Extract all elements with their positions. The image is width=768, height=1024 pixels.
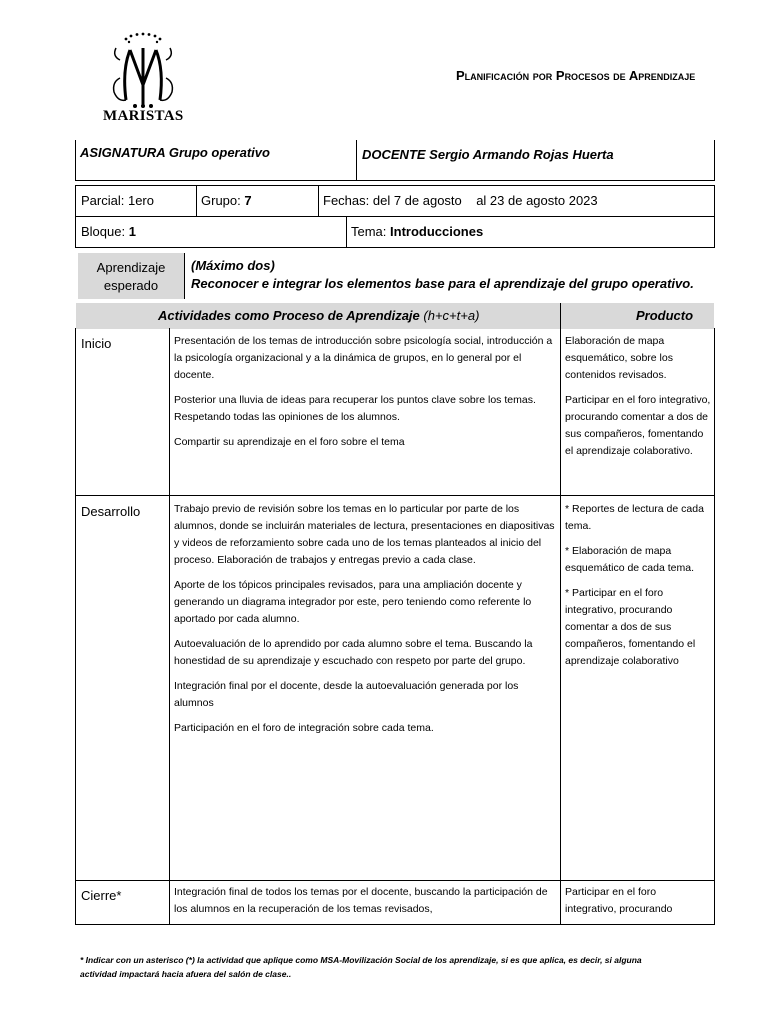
divider [76,880,714,881]
products-inicio [565,333,713,468]
aprendizaje-text [191,257,694,293]
aprendizaje-label [78,253,184,299]
activity-item: Presentación de los temas de introducción sobre psicología social, introducción a la psicología organizacional y a la dinámica de grupos, en lo general por el docente. [174,335,553,381]
product-item: * Participar en el foro integrativo, procurando comentar a dos de sus compañeros, fomentando el aprendizaje colaborativo [565,587,696,667]
activity-item: Autoevaluación de lo aprendido por cada alumno sobre el tema. Buscando la honestidad de su aprendizaje y escuchado con respeto por parte del grupo. [174,638,533,667]
activities-header-title: Actividades como Proceso de Aprendizaje [158,308,420,323]
parcial: Parcial: 1ero [81,193,154,208]
subject-teacher-header [75,140,715,181]
divider [560,303,561,329]
info-block [75,185,715,248]
divider [356,140,357,180]
activity-item: Compartir su aprendizaje en el foro sobre el tema [174,436,405,448]
product-item: Participar en el foro integrativo, procurando comentar a dos de sus compañeros, fomentando el aprendizaje colaborativo. [565,394,711,457]
activities-table [75,328,715,925]
activities-header [158,308,479,323]
divider [184,253,185,299]
activity-item: Integración final por el docente, desde la autoevaluación generada por los alumnos [174,680,519,709]
divider [196,186,197,216]
info-row-2 [76,217,714,247]
activity-item: Trabajo previo de revisión sobre los temas en lo particular por parte de los alumnos, donde se incluirán materiales de lectura, presentaciones en diapositivas y videos de reforzamiento sobre cada uno de los temas planteados al inicio del proceso. Elaboración de trabajos y entregas previo a cada clase. [174,503,555,566]
page-title: Planificación por Procesos de Aprendizaje [456,68,696,83]
activity-item: Posterior una lluvia de ideas para recuperar los puntos clave sobre los temas. Respetando todas las opiniones de los alumnos. [174,394,536,423]
fechas: Fechas: del 7 de agosto al 23 de agosto 2023 [323,193,598,208]
divider [169,328,170,924]
divider [560,328,561,924]
activities-inicio [174,333,556,459]
docente: DOCENTE Sergio Armando Rojas Huerta [362,147,614,162]
grupo-value: 7 [244,193,252,208]
logo-text: MARISTAS [103,108,184,124]
asignatura: ASIGNATURA Grupo operativo [80,145,270,160]
products-cierre [565,884,685,926]
activities-desarrollo [174,501,556,745]
divider [318,186,319,216]
tema-label: Tema: [351,224,391,239]
bloque-value: 1 [128,224,136,239]
info-row-1 [76,186,714,217]
product-header: Producto [636,308,694,323]
product-item: Participar en el foro integrativo, procurando [565,886,673,915]
tema [351,224,483,239]
product-item: Elaboración de mapa esquemático, sobre los contenidos revisados. [565,335,673,381]
aprendizaje-label-line2: esperado [103,278,159,293]
bloque-label: Bloque: [81,224,129,239]
activities-header-hint: (h+c+t+a) [423,308,480,323]
stage-inicio: Inicio [81,336,112,351]
activity-item: Participación en el foro de integración sobre cada tema. [174,722,434,734]
aprendizaje-line1: (Máximo dos) [191,258,275,273]
activity-item: Integración final de todos los temas por el docente, buscando la participación de los alumnos en la recuperación de los temas revisados, [174,886,548,915]
activity-item: Aporte de los tópicos principales revisados, para una ampliación docente y generando un diagrama integrador por este, pero teniendo como referente lo aportado por cada alumno. [174,579,532,625]
tema-value: Introducciones [390,224,484,239]
divider [76,495,714,496]
activities-cierre [174,884,556,926]
grupo-label: Grupo: [201,193,245,208]
product-item: * Reportes de lectura de cada tema. [565,503,704,532]
bloque [81,224,136,239]
grupo [201,193,252,208]
stage-cierre: Cierre* [81,888,122,903]
divider [346,217,347,247]
aprendizaje-line2: Reconocer e integrar los elementos base para el aprendizaje del grupo operativo. [191,276,694,291]
products-desarrollo [565,501,713,678]
footnote: * Indicar con un asterisco (*) la actividad que aplique como MSA-Movilización Social de los aprendizaje, si es que aplica, es decir, si alguna actividad impactará hacia afuera del salón de clase.. [80,955,642,979]
product-item: * Elaboración de mapa esquemático de cada tema. [565,545,694,574]
activities-table-header [75,302,715,330]
aprendizaje-label-line1: Aprendizaje [96,260,166,275]
stage-desarrollo: Desarrollo [81,504,141,519]
